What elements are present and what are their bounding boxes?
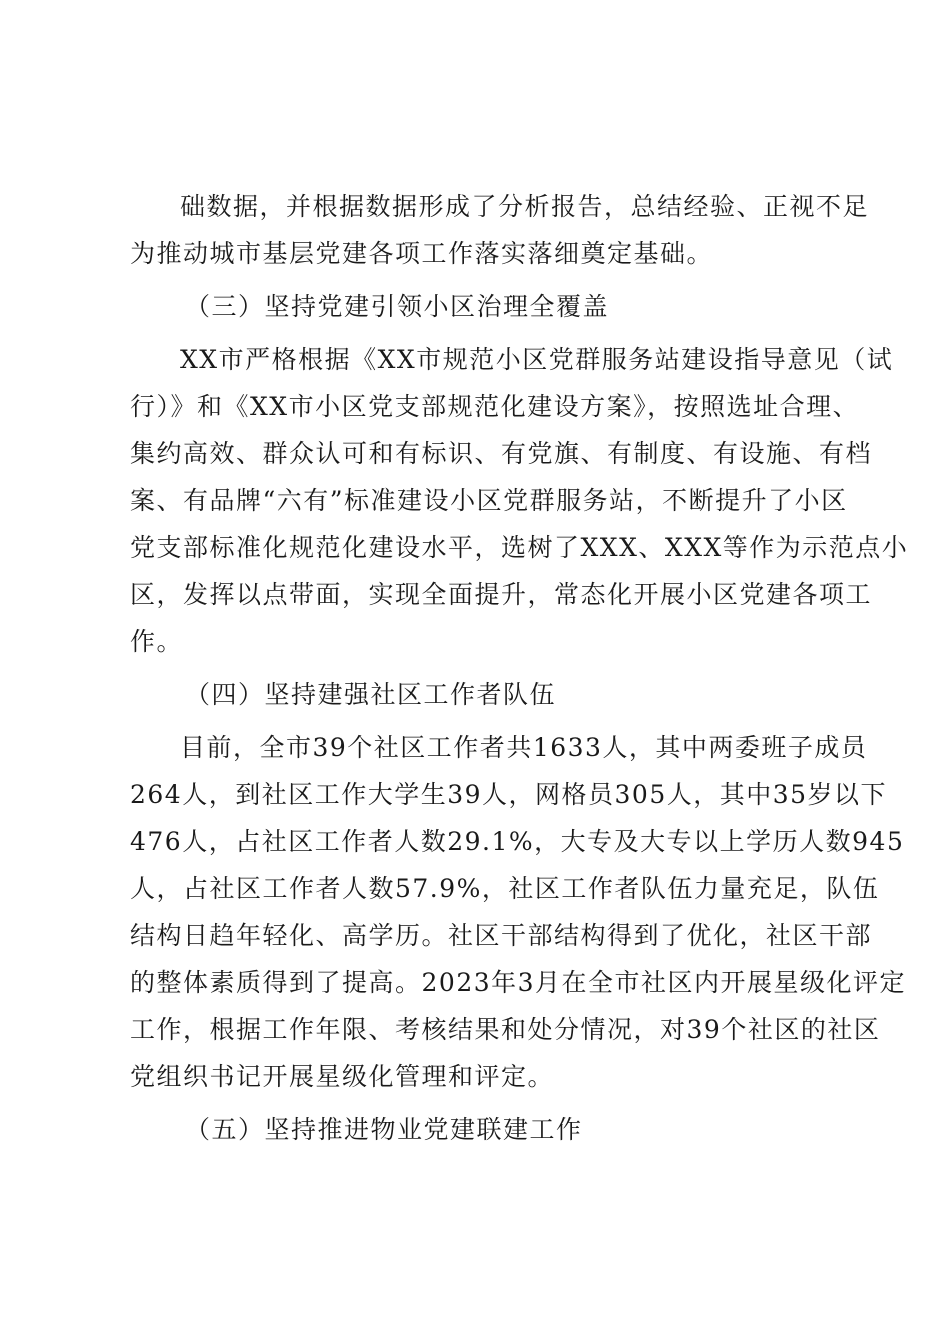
text-line: 为推动城市基层党建各项工作落实落细奠定基础。 [130,239,714,268]
section-heading [130,283,845,330]
text-line: 案、有品牌“六有”标准建设小区党群服务站，不断提升了小区 [130,486,848,515]
text-line: 行）》和《XX市小区党支部规范化建设方案》，按照选址合理、 [130,392,860,421]
text-line: XX市严格根据《XX市规范小区党群服务站建设指导意见（试 [180,345,894,374]
text-line: 476人，占社区工作者人数29.1%，大专及大专以上学历人数945 [130,827,905,856]
text-line: 的整体素质得到了提高。2023年3月在全市社区内开展星级化评定 [130,968,907,997]
text-line: 础数据，并根据数据形成了分析报告，总结经验、正视不足 [180,192,870,221]
text-line: 区，发挥以点带面，实现全面提升，常态化开展小区党建各项工 [130,580,873,609]
text-line: 目前，全市39个社区工作者共1633人，其中两委班子成员 [180,733,868,762]
text-line: 结构日趋年轻化、高学历。社区干部结构得到了优化，社区干部 [130,921,873,950]
text-line: 人，占社区工作者人数57.9%，社区工作者队伍力量充足，队伍 [130,874,880,903]
paragraph [130,336,909,665]
section-heading [130,1106,845,1153]
text-line: 集约高效、群众认可和有标识、有党旗、有制度、有设施、有档 [130,439,873,468]
heading-text: （五）坚持推进物业党建联建工作 [185,1115,583,1144]
paragraph [130,724,907,1100]
paragraph [130,183,870,277]
text-line: 作。 [130,627,184,656]
text-line: 党支部标准化规范化建设水平，选树了XXX、XXX等作为示范点小 [130,533,909,562]
text-line: 264人，到社区工作大学生39人，网格员305人，其中35岁以下 [130,780,888,809]
heading-text: （四）坚持建强社区工作者队伍 [185,680,557,709]
heading-text: （三）坚持党建引领小区治理全覆盖 [185,292,610,321]
document-body [130,183,909,1153]
text-line: 党组织书记开展星级化管理和评定。 [130,1062,555,1091]
text-line: 工作，根据工作年限、考核结果和处分情况，对39个社区的社区 [130,1015,881,1044]
section-heading [130,671,845,718]
